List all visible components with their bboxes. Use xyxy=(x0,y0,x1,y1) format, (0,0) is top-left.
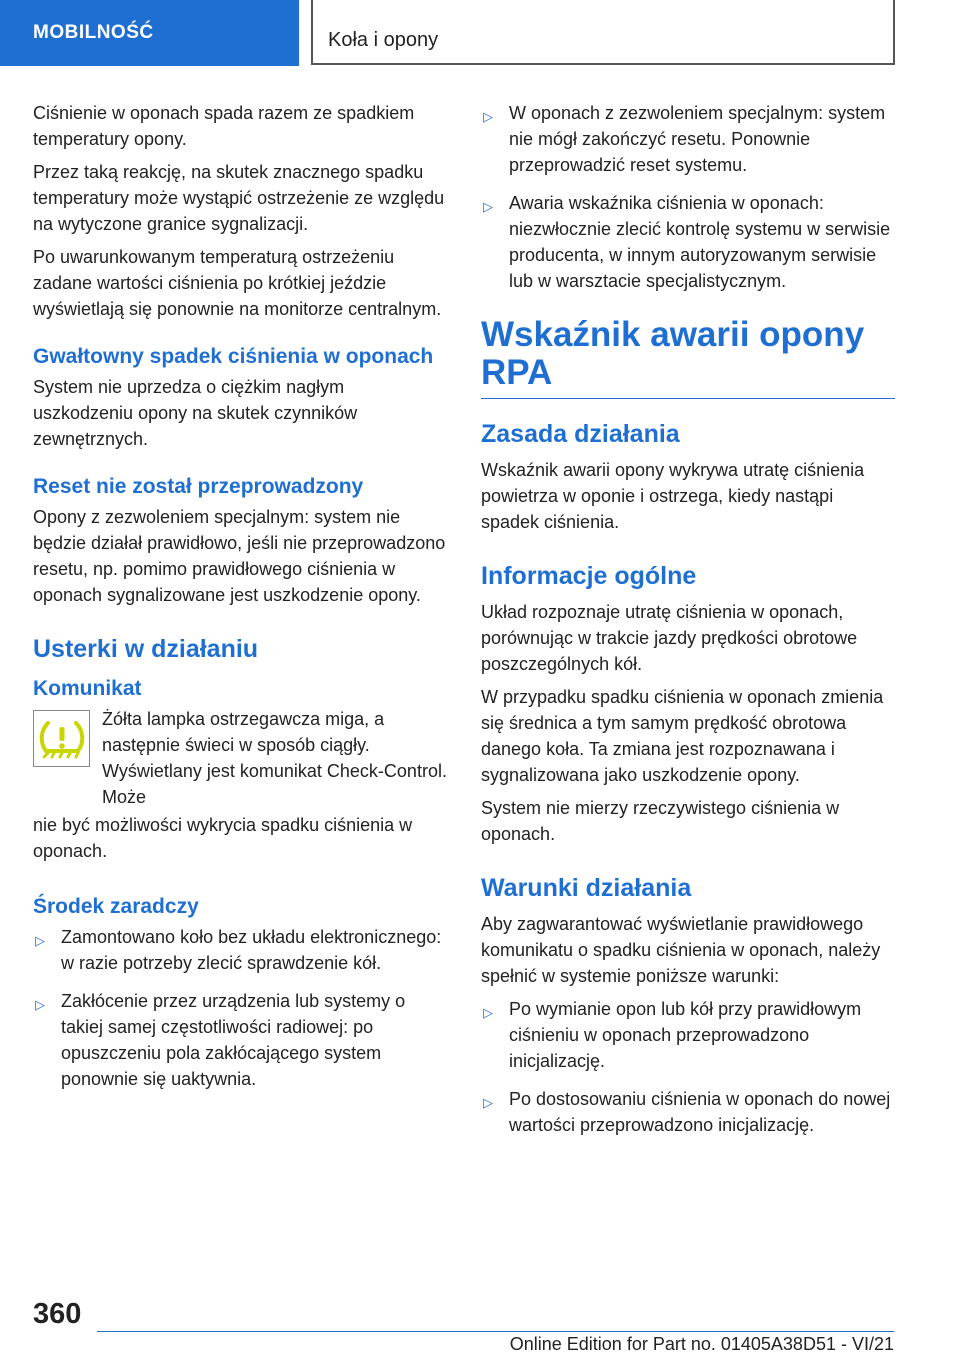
paragraph: Po uwarunkowanym temperaturą ostrzeżeniu zadane wartości ciśnienia po krótkiej jeździe wyświetlają się ponownie na monitorze centralnym. xyxy=(33,247,442,319)
left-column xyxy=(33,100,449,1104)
paragraph: System nie uprzedza o ciężkim nagłym uszkodzeniu opony na skutek czynników zewnętrznych. xyxy=(33,377,358,449)
warning-message-block xyxy=(33,706,449,810)
heading-message: Komunikat xyxy=(33,677,142,700)
paragraph: Ciśnienie w oponach spada razem ze spadkiem temperatury opony. xyxy=(33,103,415,149)
triangle-bullet-icon: ▷ xyxy=(483,109,493,124)
conditions-list xyxy=(481,996,895,1138)
paragraph: Przez taką reakcję, na skutek znacznego spadku temperatury może wystąpić ostrzeżenie ze względu na wytyczone granice sygnalizacji. xyxy=(33,162,445,234)
triangle-bullet-icon: ▷ xyxy=(35,933,45,948)
paragraph: Aby zagwarantować wyświetlanie prawidłowego komunikatu o spadku ciśnienia w oponach, należy spełnić w systemie poniższe warunki: xyxy=(481,914,881,986)
right-column xyxy=(481,100,895,1150)
triangle-bullet-icon: ▷ xyxy=(483,1005,493,1020)
heading-faults: Usterki w działaniu xyxy=(33,635,259,663)
paragraph: Żółta lampka ostrzegawcza miga, a następnie świeci w sposób ciągły. Wyświetlany jest komunikat Check-Control. Może xyxy=(102,709,447,807)
heading-reset: Reset nie został przeprowadzony xyxy=(33,475,364,498)
list-item: ▷ Zakłócenie przez urządzenia lub systemy o takiej samej częstotliwości radiowej: po opuszczeniu pola zakłócającego system ponownie się uaktywnia. xyxy=(35,991,406,1089)
heading-principle: Zasada działania xyxy=(481,420,680,448)
list-item: ▷ Awaria wskaźnika ciśnienia w oponach: niezwłocznie zlecić kontrolę systemu w serwisie producenta, w innym autoryzowanym serwisie lub w warsztacie specjalistycznym. xyxy=(483,193,891,291)
paragraph: nie być możliwości wykrycia spadku ciśnienia w oponach. xyxy=(33,815,413,861)
chapter-title: Koła i opony xyxy=(311,0,895,65)
list-item: ▷ W oponach z zezwoleniem specjalnym: system nie mógł zakończyć resetu. Ponownie przeprowadzić reset systemu. xyxy=(483,103,886,175)
paragraph: System nie mierzy rzeczywistego ciśnienia w oponach. xyxy=(481,798,840,844)
triangle-bullet-icon: ▷ xyxy=(35,997,45,1012)
paragraph: Układ rozpoznaje utratę ciśnienia w oponach, porównując w trakcie jazdy prędkości obrotowe poszczególnych kół. xyxy=(481,602,858,674)
edition-label: Online Edition for Part no. 01405A38D51 - VI/21 xyxy=(509,1334,894,1354)
heading-general: Informacje ogólne xyxy=(481,562,697,590)
paragraph: W przypadku spadku ciśnienia w oponach zmienia się średnica a tym samym prędkość obrotowa danego koła. Ta zmiana jest rozpoznawana i sygnalizowana jako uszkodzenie opony. xyxy=(481,687,884,785)
paragraph: Opony z zezwoleniem specjalnym: system nie będzie działał prawidłowo, jeśli nie przeprowadzono resetu, np. pomimo prawidłowego ciśnienia w oponach sygnalizowane jest uszkodzenie opony. xyxy=(33,507,446,605)
heading-remedy: Środek zaradczy xyxy=(33,895,199,918)
section-tab: MOBILNOŚĆ xyxy=(0,0,299,66)
page-number: 360 xyxy=(33,1298,82,1330)
list-item: ▷ Zamontowano koło bez układu elektronicznego: w razie potrzeby zlecić sprawdzenie kół. xyxy=(35,927,442,973)
triangle-bullet-icon: ▷ xyxy=(483,1095,493,1110)
heading-sudden-drop: Gwałtowny spadek ciśnienia w oponach xyxy=(33,345,434,368)
triangle-bullet-icon: ▷ xyxy=(483,199,493,214)
heading-conditions: Warunki działania xyxy=(481,874,692,902)
list-item: ▷ Po dostosowaniu ciśnienia w oponach do nowej wartości przeprowadzono inicjalizację. xyxy=(483,1089,891,1135)
fault-list xyxy=(481,100,895,294)
paragraph: Wskaźnik awarii opony wykrywa utratę ciśnienia powietrza w oponie i ostrzega, kiedy nastąpi spadek ciśnienia. xyxy=(481,460,865,532)
list-item: ▷ Po wymianie opon lub kół przy prawidłowym ciśnieniu w oponach przeprowadzono inicjalizację. xyxy=(483,999,862,1071)
heading-rpa: Wskaźnik awarii opony RPA xyxy=(481,316,895,399)
tire-pressure-warning-icon xyxy=(33,710,90,767)
footer-divider xyxy=(97,1331,894,1332)
remedy-list xyxy=(33,924,449,1092)
